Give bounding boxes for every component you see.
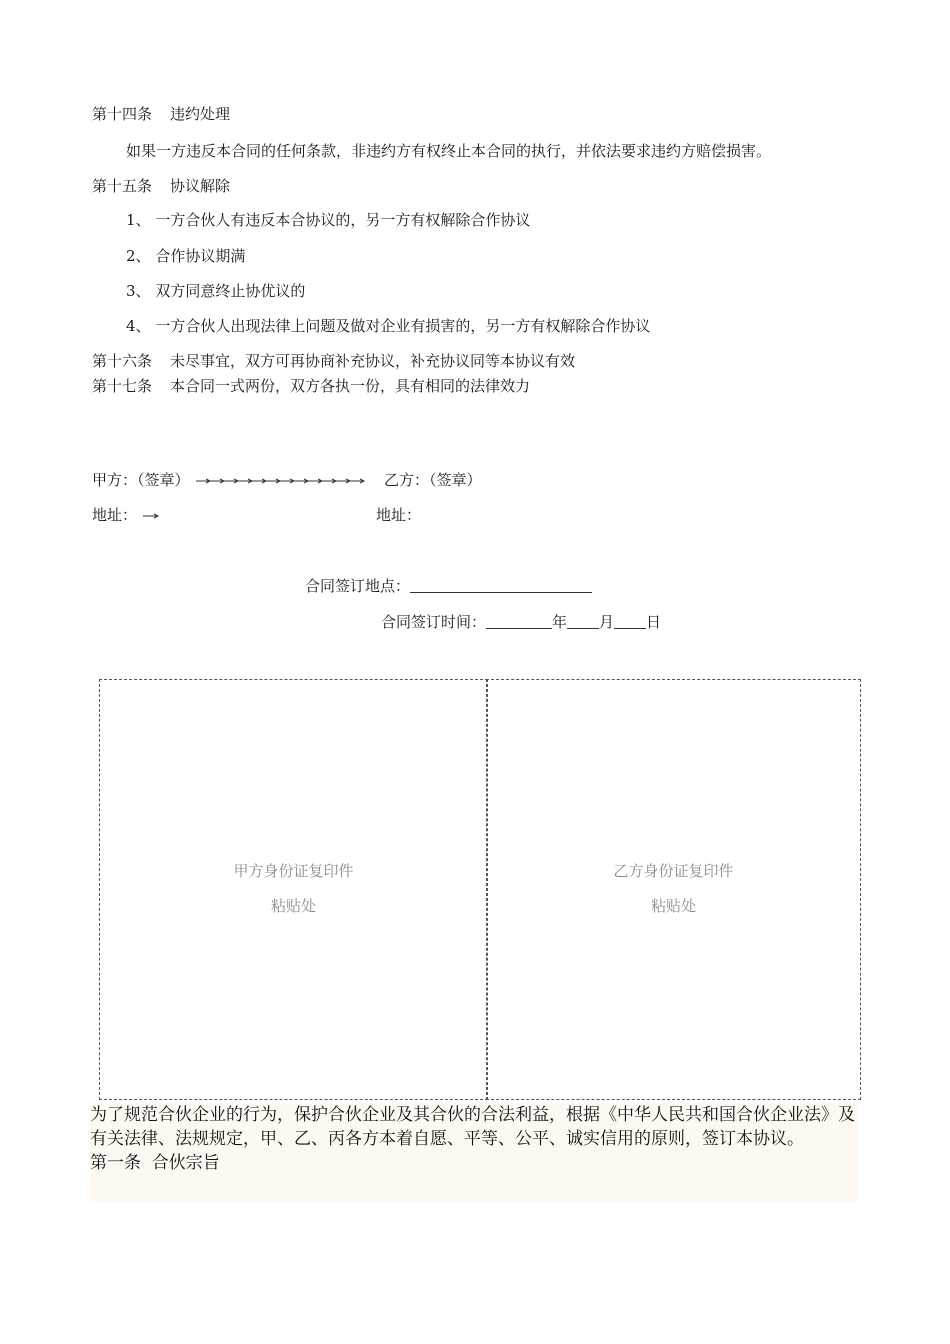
- article-1-heading: 第一条 合伙宗旨: [90, 1153, 220, 1173]
- party-a-paste-label: 粘贴处: [270, 897, 316, 915]
- signing-place-blank[interactable]: [410, 576, 592, 593]
- day-label: 日: [646, 613, 662, 631]
- article-14-title: 违约处理: [170, 105, 231, 123]
- party-a-signature: [92, 470, 366, 490]
- article-16: [92, 351, 575, 371]
- article-15-item: [126, 281, 305, 301]
- party-b-id-label: 乙方身份证复印件: [613, 862, 734, 880]
- article-16-text: 未尽事宜，双方可再协商补充协议，补充协议同等本协议有效: [170, 352, 576, 370]
- item-number: 4、: [126, 317, 151, 335]
- article-17-number: 第十七条: [92, 377, 153, 395]
- day-blank[interactable]: [614, 612, 646, 629]
- signing-time: [381, 612, 661, 632]
- month-blank[interactable]: [567, 612, 599, 629]
- party-a-address: [92, 505, 160, 525]
- signing-place: [305, 576, 592, 596]
- article-15-item: [126, 246, 245, 266]
- item-text: 一方合伙人出现法律上问题及做对企业有损害的，另一方有权解除合作协议: [155, 317, 651, 335]
- article-17-text: 本合同一式两份，双方各执一份，具有相同的法律效力: [170, 377, 531, 395]
- article-15-item: [126, 316, 650, 336]
- item-text: 一方合伙人有违反本合协议的，另一方有权解除合作协议: [155, 211, 531, 229]
- article-15-title: 协议解除: [170, 177, 231, 195]
- article-14-number: 第十四条: [92, 105, 153, 123]
- party-b-id-paste-area: [486, 679, 861, 1100]
- article-15-heading: [92, 176, 230, 196]
- party-b-address-label: 地址：: [376, 506, 422, 524]
- next-document-excerpt: [90, 1103, 858, 1201]
- party-a-id-paste-area: [99, 679, 488, 1100]
- article-16-number: 第十六条: [92, 352, 153, 370]
- year-label: 年: [552, 613, 568, 631]
- item-text: 双方同意终止协优议的: [155, 282, 306, 300]
- article-17: [92, 376, 530, 396]
- item-number: 3、: [126, 282, 151, 300]
- item-number: 1、: [126, 211, 151, 229]
- article-15-item: [126, 210, 530, 230]
- signing-place-label: 合同签订地点：: [305, 577, 411, 595]
- party-a-address-label: 地址：: [92, 506, 138, 524]
- month-label: 月: [599, 613, 615, 631]
- party-a-id-label: 甲方身份证复印件: [233, 862, 354, 880]
- item-number: 2、: [126, 247, 151, 265]
- tab-arrow-icon: [142, 511, 160, 521]
- year-blank[interactable]: [486, 612, 552, 629]
- tab-arrows-icon: [194, 476, 366, 486]
- preamble-paragraph: 为了规范合伙企业的行为，保护合伙企业及其合伙的合法利益，根据《中华人民共和国合伙企业法》及有关法律、法规规定，甲、乙、丙各方本着自愿、平等、公平、诚实信用的原则，签订本协议。: [90, 1105, 855, 1149]
- article-15-number: 第十五条: [92, 177, 153, 195]
- party-b-paste-label: 粘贴处: [650, 897, 696, 915]
- article-14-heading: [92, 104, 230, 124]
- signing-time-label: 合同签订时间：: [381, 613, 487, 631]
- article-14-body: 如果一方违反本合同的任何条款，非违约方有权终止本合同的执行，并依法要求违约方赔偿损害。: [126, 142, 772, 160]
- item-text: 合作协议期满: [155, 247, 246, 265]
- party-a-label: 甲方：（签章）: [92, 471, 190, 489]
- party-b-label: 乙方：（签章）: [384, 471, 482, 489]
